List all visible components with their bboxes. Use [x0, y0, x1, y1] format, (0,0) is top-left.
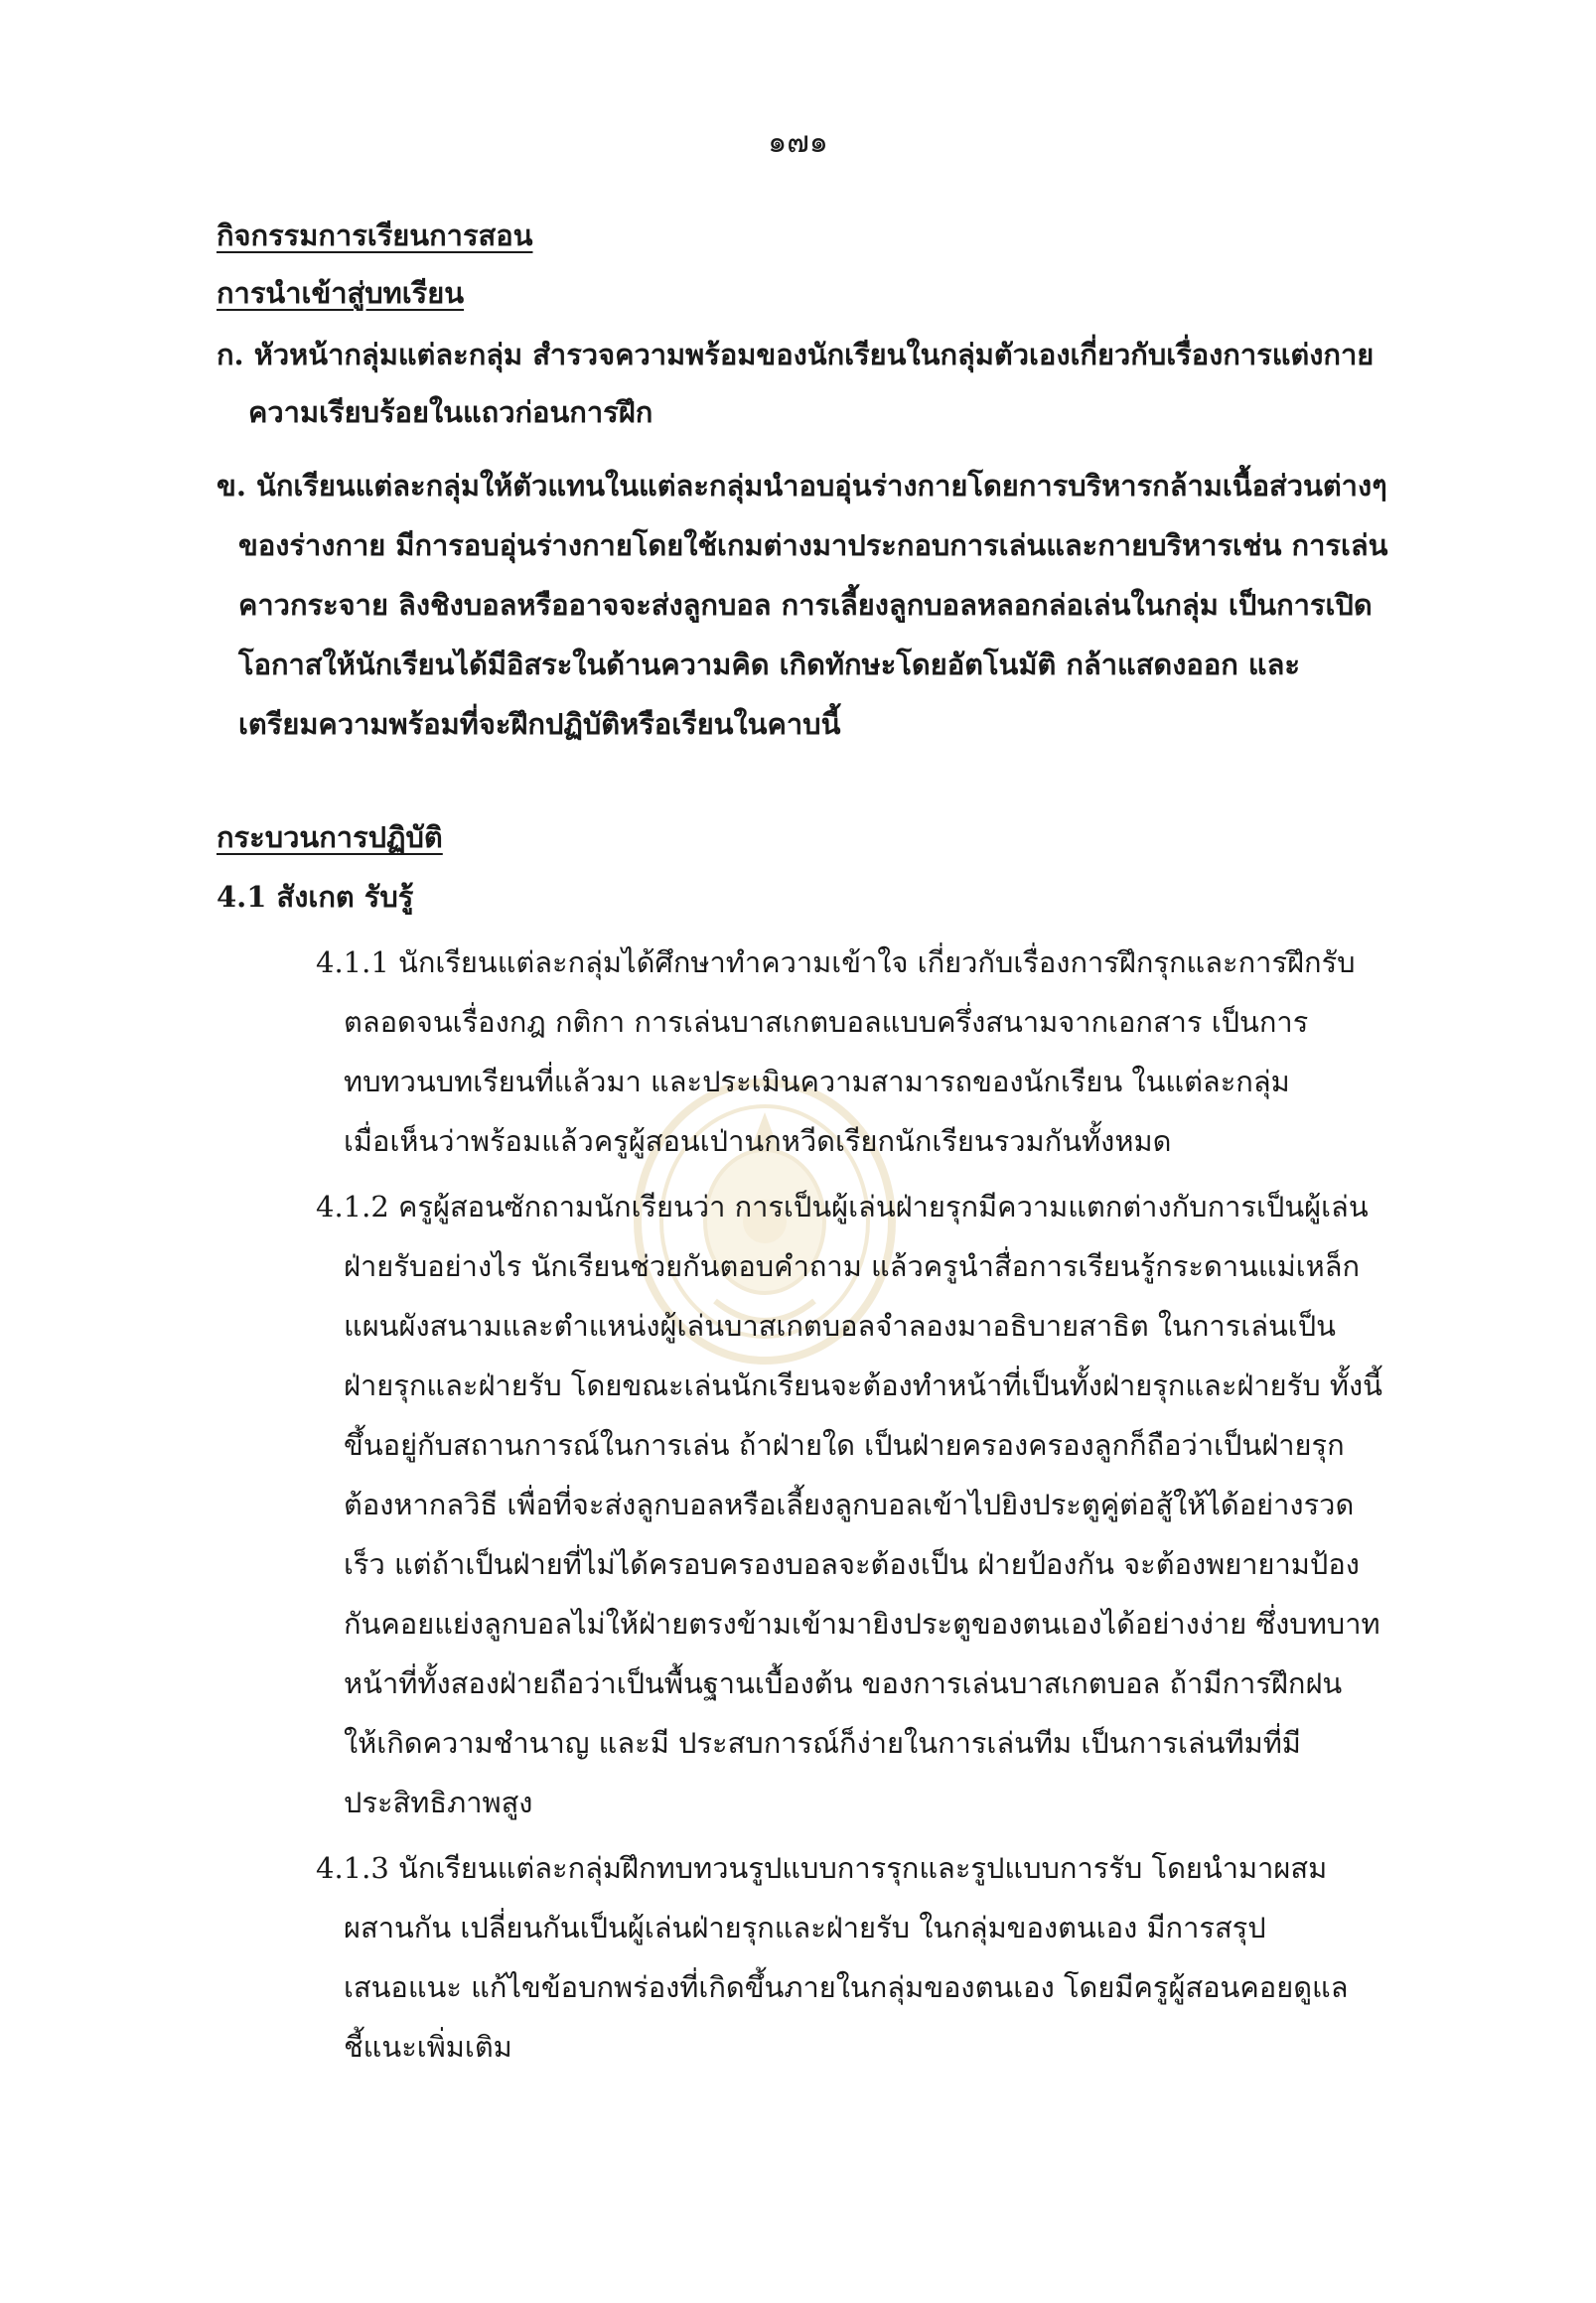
intro-item-a-line-2: ความเรียบร้อยในแถวก่อนการฝึก	[248, 395, 653, 429]
intro-item-b-line-2: ของร่างกาย มีการอบอุ่นร่างกายโดยใช้เกมต่างมาประกอบการเล่นและกายบริหารเช่น การเล่น	[238, 528, 1388, 562]
sub-item-2-line-9: หน้าที่ทั้งสองฝ่ายถือว่าเป็นพื้นฐานเบื้องต้น ของการเล่นบาสเกตบอล ถ้ามีการฝึกฝน	[344, 1666, 1343, 1700]
sub-item-2-line-1: 4.1.2 ครูผู้สอนซักถามนักเรียนว่า การเป็นผู้เล่นฝ่ายรุกมีความแตกต่างกับการเป็นผู้เล่น	[316, 1190, 1369, 1223]
sub-item-1-line-3: ทบทวนบทเรียนที่แล้วมา และประเมินความสามารถของนักเรียน ในแต่ละกลุ่ม	[344, 1065, 1290, 1098]
sub-item-1-line-2: ตลอดจนเรื่องกฎ กติกา การเล่นบาสเกตบอลแบบครึ่งสนามจากเอกสาร เป็นการ	[344, 1005, 1309, 1039]
intro-item-b-line-1: ข. นักเรียนแต่ละกลุ่มให้ตัวแทนในแต่ละกลุ่มนำอบอุ่นร่างกายโดยการบริหารกล้ามเนื้อส่วนต่างๆ	[217, 469, 1387, 503]
sub-item-3-line-2: ผสานกัน เปลี่ยนกันเป็นผู้เล่นฝ่ายรุกและฝ่ายรับ ในกลุ่มของตนเอง มีการสรุป	[344, 1911, 1266, 1944]
intro-item-a-line-1: ก. หัวหน้ากลุ่มแต่ละกลุ่ม สำรวจความพร้อมของนักเรียนในกลุ่มตัวเองเกี่ยวกับเรื่องการแต่งกาย	[217, 338, 1375, 371]
sub-item-2-line-8: กันคอยแย่งลูกบอลไม่ให้ฝ่ายตรงข้ามเข้ามายิงประตูของตนเองได้อย่างง่าย ซึ่งบทบาท	[344, 1607, 1380, 1641]
sub-item-2-line-11: ประสิทธิภาพสูง	[344, 1786, 533, 1819]
page-number: ๑๗๑	[768, 125, 828, 160]
sub-item-3-line-4: ชี้แนะเพิ่มเติม	[344, 2030, 512, 2064]
heading-process: กระบวนการปฏิบัติ	[217, 820, 443, 854]
sub-item-1-line-1: 4.1.1 นักเรียนแต่ละกลุ่มได้ศึกษาทำความเข้าใจ เกี่ยวกับเรื่องการฝึกรุกและการฝึกรับ	[316, 945, 1356, 979]
sub-item-3-line-1: 4.1.3 นักเรียนแต่ละกลุ่มฝึกทบทวนรูปแบบการรุกและรูปแบบการรับ โดยนำมาผสม	[316, 1851, 1328, 1885]
section-title: 4.1 สังเกต รับรู้	[217, 880, 414, 914]
sub-item-2-line-4: ฝ่ายรุกและฝ่ายรับ โดยขณะเล่นนักเรียนจะต้องทำหน้าที่เป็นทั้งฝ่ายรุกและฝ่ายรับ ทั้งนี้	[344, 1368, 1382, 1402]
sub-item-2-line-5: ขึ้นอยู่กับสถานการณ์ในการเล่น ถ้าฝ่ายใด เป็นฝ่ายครองครองลูกก็ถือว่าเป็นฝ่ายรุก	[344, 1428, 1345, 1462]
heading-activities: กิจกรรมการเรียนการสอน	[217, 218, 533, 252]
intro-item-b-line-3: คาวกระจาย ลิงชิงบอลหรืออาจจะส่งลูกบอล การเลี้ยงลูกบอลหลอกล่อเล่นในกลุ่ม เป็นการเปิด	[238, 588, 1373, 622]
intro-item-b-line-5: เตรียมความพร้อมที่จะฝึกปฏิบัติหรือเรียนในคาบนี้	[238, 707, 841, 741]
heading-intro: การนำเข้าสู่บทเรียน	[217, 276, 465, 310]
sub-item-1-line-4: เมื่อเห็นว่าพร้อมแล้วครูผู้สอนเป่านกหวีดเรียกนักเรียนรวมกันทั้งหมด	[344, 1124, 1172, 1158]
sub-item-3-line-3: เสนอแนะ แก้ไขข้อบกพร่องที่เกิดขึ้นภายในกลุ่มของตนเอง โดยมีครูผู้สอนคอยดูแล	[344, 1970, 1349, 2004]
sub-item-2-line-10: ให้เกิดความชำนาญ และมี ประสบการณ์ก็ง่ายในการเล่นทีม เป็นการเล่นทีมที่มี	[344, 1726, 1301, 1760]
intro-item-b-line-4: โอกาสให้นักเรียนได้มีอิสระในด้านความคิด เกิดทักษะโดยอัตโนมัติ กล้าแสดงออก และ	[238, 648, 1300, 681]
sub-item-2-line-6: ต้องหากลวิธี เพื่อที่จะส่งลูกบอลหรือเลี้ยงลูกบอลเข้าไปยิงประตูคู่ต่อสู้ให้ได้อย่างรวด	[344, 1488, 1355, 1521]
sub-item-2-line-3: แผนผังสนามและตำแหน่งผู้เล่นบาสเกตบอลจำลองมาอธิบายสาธิต ในการเล่นเป็น	[344, 1309, 1336, 1343]
sub-item-2-line-2: ฝ่ายรับอย่างไร นักเรียนช่วยกันตอบคำถาม แล้วครูนำสื่อการเรียนรู้กระดานแม่เหล็ก	[344, 1249, 1361, 1283]
sub-item-2-line-7: เร็ว แต่ถ้าเป็นฝ่ายที่ไม่ได้ครอบครองบอลจะต้องเป็น ฝ่ายป้องกัน จะต้องพยายามป้อง	[344, 1547, 1360, 1581]
